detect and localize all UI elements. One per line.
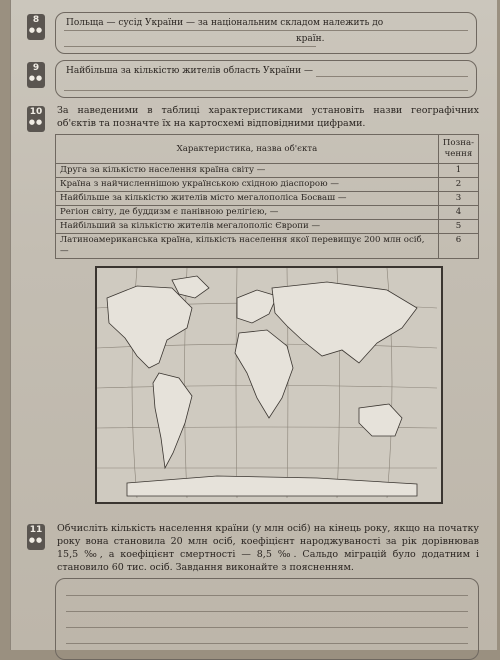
row-designation: 5 <box>438 220 478 234</box>
row-designation: 6 <box>438 234 478 259</box>
table-row[interactable] <box>56 234 479 259</box>
answer-line <box>64 30 468 31</box>
characteristics-table <box>55 134 479 259</box>
south-america <box>153 373 192 468</box>
answer-line <box>66 627 468 628</box>
question-9-number: 9 <box>32 63 40 73</box>
antarctica <box>127 476 417 496</box>
difficulty-dots-icon: ●● <box>28 118 44 126</box>
row-characteristic: Найбільше за кількістю жителів місто мегалополіса Босваш — <box>56 192 439 206</box>
difficulty-dots-icon: ●● <box>28 74 44 82</box>
answer-line <box>66 611 468 612</box>
continents <box>107 276 417 496</box>
difficulty-dots-icon: ●● <box>28 536 44 544</box>
world-map-svg <box>97 268 437 498</box>
question-10-instruction: За наведеними в таблиці характеристиками установіть назви географічних об'єктів та позначте їх на картосхемі відповідними цифрами. <box>57 105 479 129</box>
answer-line <box>316 76 468 77</box>
row-characteristic: Країна з найчисленнішою українською східною діаспорою — <box>56 178 439 192</box>
answer-line <box>64 90 468 91</box>
table-row[interactable] <box>56 178 479 192</box>
answer-line <box>66 643 468 644</box>
question-9-text: Найбільша за кількістю жителів область України — <box>66 66 313 76</box>
table-row[interactable] <box>56 164 479 178</box>
world-outline-map[interactable] <box>95 266 443 504</box>
row-designation: 3 <box>438 192 478 206</box>
answer-line <box>66 595 468 596</box>
question-8-answer-box[interactable] <box>55 12 477 54</box>
table-row[interactable] <box>56 192 479 206</box>
difficulty-dots-icon: ●● <box>28 26 44 34</box>
table-header-designation: Позна-чення <box>438 135 478 164</box>
question-11-number: 11 <box>29 525 43 535</box>
table-row[interactable] <box>56 220 479 234</box>
question-8-text: Польща — сусід України — за національним складом належить до <box>66 18 384 28</box>
row-characteristic: Друга за кількістю населення країна світу — <box>56 164 439 178</box>
north-america <box>107 286 192 368</box>
table-row[interactable] <box>56 206 479 220</box>
question-8-continuation: країн. <box>296 34 325 44</box>
row-characteristic: Латиноамериканська країна, кількість населення якої перевищує 200 млн осіб, — <box>56 234 439 259</box>
row-designation: 4 <box>438 206 478 220</box>
row-characteristic: Найбільший за кількістю жителів мегалополіс Європи — <box>56 220 439 234</box>
question-10-number: 10 <box>29 107 43 117</box>
question-10-badge <box>27 106 45 132</box>
question-8-badge <box>27 14 45 40</box>
answer-line <box>64 46 316 47</box>
row-characteristic: Регіон світу, де буддизм є панівною релігією, — <box>56 206 439 220</box>
question-11-badge <box>27 524 45 550</box>
table-header-characteristic: Характеристика, назва об'єкта <box>56 135 439 164</box>
australia <box>359 404 402 436</box>
europe <box>237 290 277 323</box>
question-8-number: 8 <box>32 15 40 25</box>
workbook-page <box>10 0 497 650</box>
asia <box>272 282 417 363</box>
row-designation: 2 <box>438 178 478 192</box>
question-9-badge <box>27 62 45 88</box>
question-9-answer-box[interactable] <box>55 60 477 98</box>
question-11-text: Обчисліть кількість населення країни (у млн осіб) на кінець року, якщо на початку року вона становила 20 млн осіб, коефіцієнт народжуваності за рік дорівнював 15,5 ‰, а коефіцієнт смертності — 8,5 ‰. Сальдо міграцій було додатним і становило 60 тис. осіб. Завдання виконайте з поясненням. <box>57 523 479 573</box>
africa <box>235 330 293 418</box>
question-11-answer-box[interactable] <box>55 578 479 660</box>
row-designation: 1 <box>438 164 478 178</box>
